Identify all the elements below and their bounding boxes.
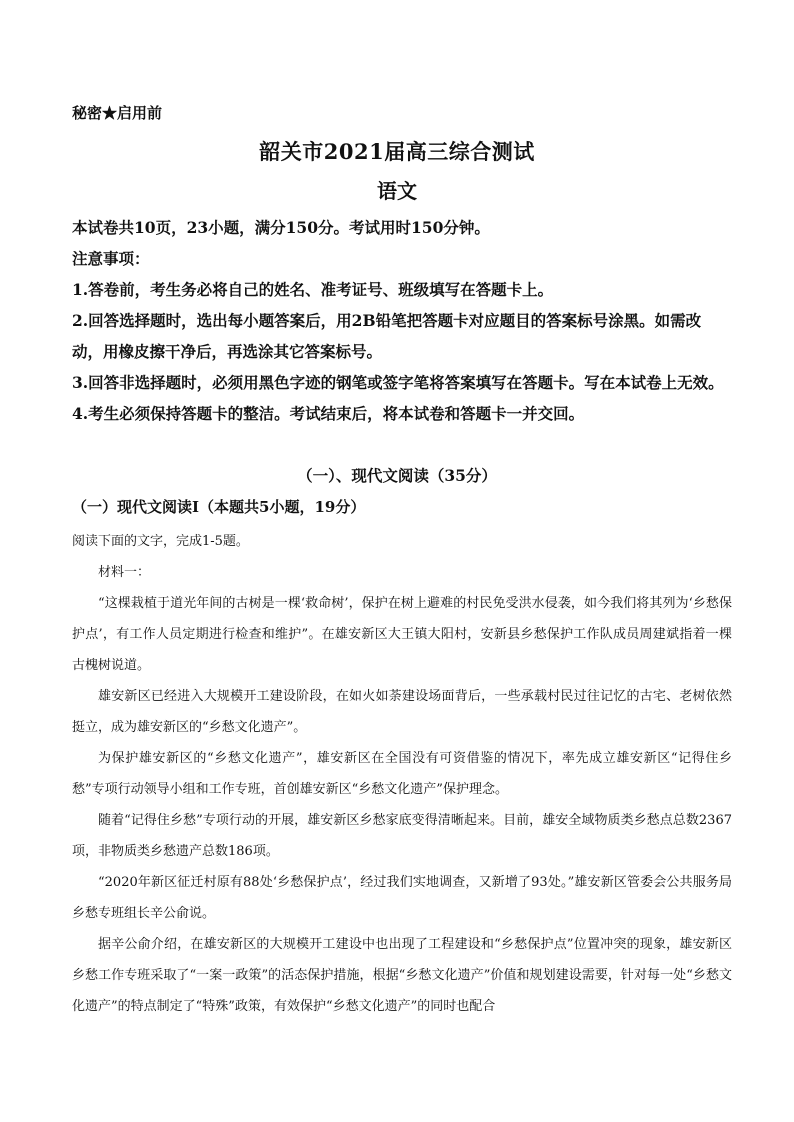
exam-summary: 本试卷共10页，23小题，满分150分。考试用时150分钟。 (72, 218, 490, 237)
section-heading: （一）、现代文阅读（35分） (297, 466, 497, 485)
notes-heading: 注意事项： (72, 249, 150, 268)
passage-paragraph: 随着“记得住乡愁”专项行动的开展，雄安新区乡愁家底变得清晰起来。目前，雄安全域物质类乡愁点总数2367项，非物质类乡愁遗产总数186项。 (72, 813, 732, 859)
passage-paragraph: 据辛公俞介绍，在雄安新区的大规模开工建设中也出现了工程建设和“乡愁保护点”位置冲突的现象，雄安新区乡愁工作专班采取了“一案一政策”的活态保护措施，根据“乡愁文化遗产”价值和规划建设需要，针对每一处“乡愁文化遗产”的特点制定了“特殊”政策，有效保护“乡愁文化遗产”的同时也配合 (72, 937, 732, 1014)
material-label: 材料一： (98, 565, 151, 580)
passage-paragraph: 雄安新区已经进入大规模开工建设阶段，在如火如荼建设场面背后，一些承载村民过往记忆的古宅、老树依然挺立，成为雄安新区的“乡愁文化遗产”。 (72, 689, 732, 735)
passage-paragraph: “这棵栽植于道光年间的古树是一棵‘救命树’，保护在树上避难的村民免受洪水侵袭，如今我们将其列为‘乡愁保护点’，有工作人员定期进行检查和维护”。在雄安新区大王镇大阳村，安新县乡愁保护工作队成员周建斌指着一棵古槐树说道。 (72, 596, 732, 673)
passage-paragraph: “2020年新区征迁村原有88处‘乡愁保护点’，经过我们实地调查，又新增了93处。”雄安新区管委会公共服务局乡愁专班组长辛公俞说。 (72, 875, 732, 921)
note-item: 2.回答选择题时，选出每小题答案后，用2B铅笔把答题卡对应题目的答案标号涂黑。如需改动，用橡皮擦干净后，再选涂其它答案标号。 (72, 311, 702, 361)
reading-instruction: 阅读下面的文字，完成1-5题。 (72, 534, 249, 549)
note-item: 1.答卷前，考生务必将自己的姓名、准考证号、班级填写在答题卡上。 (72, 280, 554, 299)
subject-title: 语文 (377, 179, 417, 203)
subsection-heading: （一）现代文阅读Ⅰ（本题共5小题，19分） (72, 498, 366, 516)
confidential-label: 秘密★启用前 (72, 104, 163, 122)
passage-paragraph: 为保护雄安新区的“乡愁文化遗产”，雄安新区在全国没有可资借鉴的情况下，率先成立雄安新区“记得住乡愁”专项行动领导小组和工作专班，首创雄安新区“乡愁文化遗产”保护理念。 (72, 751, 732, 797)
note-item: 3.回答非选择题时，必须用黑色字迹的钢笔或签字笔将答案填写在答题卡。写在本试卷上无效。 (72, 373, 724, 392)
reading-passage (72, 526, 732, 1022)
instructions-block (72, 212, 732, 429)
note-item: 4.考生必须保持答题卡的整洁。考试结束后，将本试卷和答题卡一并交回。 (72, 404, 585, 423)
exam-title: 韶关市2021届高三综合测试 (259, 139, 535, 164)
